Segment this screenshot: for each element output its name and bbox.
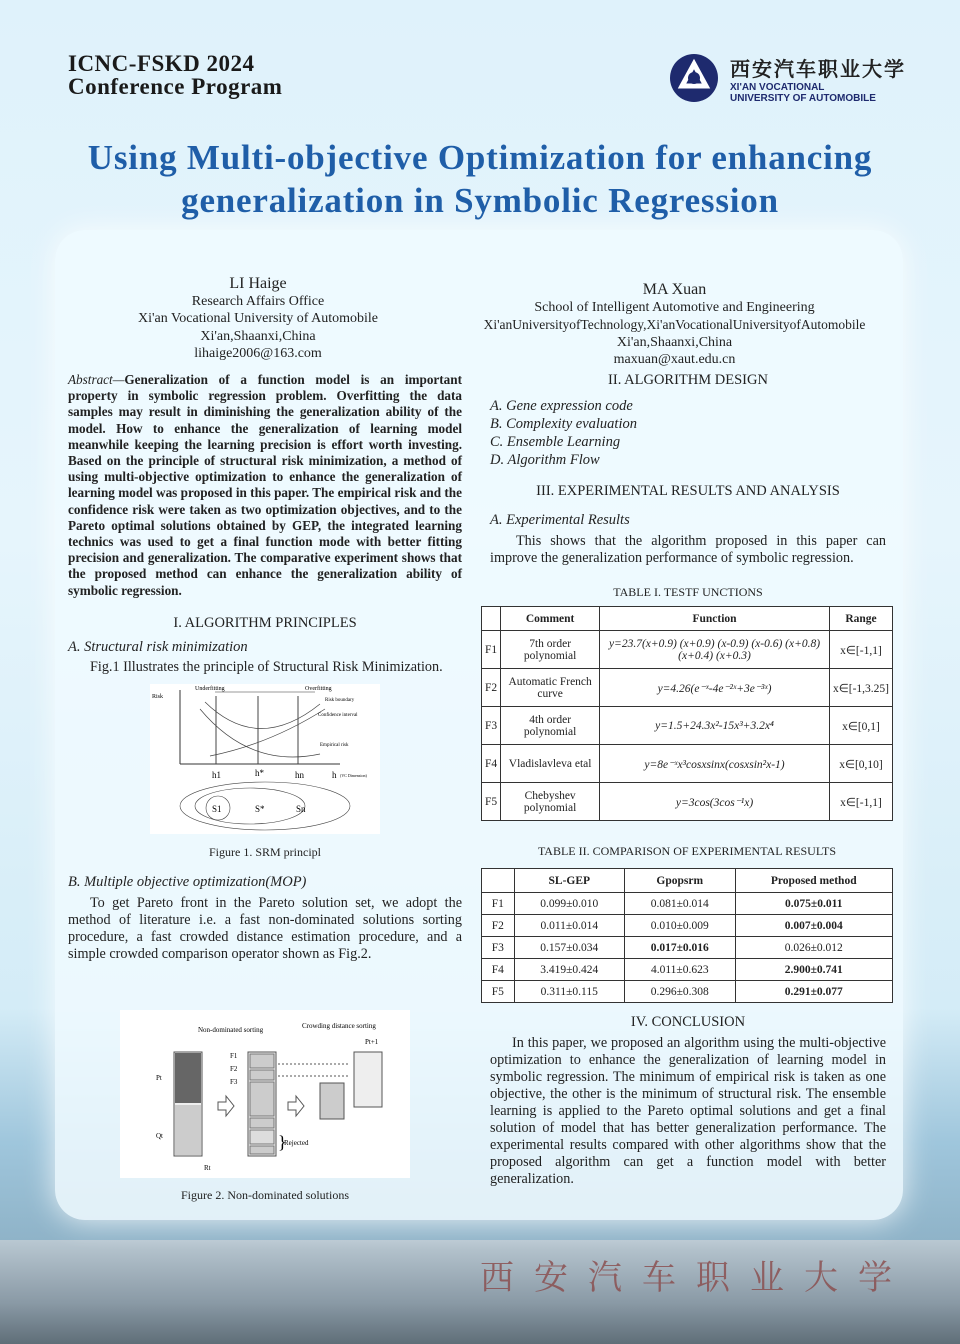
left-column xyxy=(68,372,462,963)
author-dept: Research Affairs Office xyxy=(191,293,325,309)
fig1-h1: h1 xyxy=(212,770,221,781)
author-org: Xi'anUniversityofTechnology,Xi'anVocationalUniversityofAutomobile xyxy=(483,317,866,332)
table-cell: 0.011±0.014 xyxy=(514,915,624,937)
author-city: Xi'an,Shaanxi,China xyxy=(200,328,316,344)
column-header: Proposed method xyxy=(735,869,893,893)
fig1-vc: (VC Dimension) xyxy=(340,773,367,779)
table-cell: F5 xyxy=(482,783,501,821)
results-table xyxy=(481,868,893,1003)
table-cell: F1 xyxy=(482,893,515,915)
author-name: LI Haige xyxy=(229,275,287,292)
nds-diagram xyxy=(120,1010,410,1178)
title-line-1: Using Multi-objective Optimization for enhancing xyxy=(87,138,873,177)
logo-english-1: XI'AN VOCATIONAL xyxy=(730,81,825,93)
table-row xyxy=(482,707,893,745)
table-row xyxy=(482,937,893,959)
fig2-pt: Pt xyxy=(156,1074,162,1082)
table-cell: 4th order polynomial xyxy=(501,707,600,745)
table-cell: 0.010±0.009 xyxy=(625,915,735,937)
university-logo xyxy=(668,52,906,104)
fig1-overfitting: Overfitting xyxy=(305,686,332,693)
author-name: MA Xuan xyxy=(642,281,707,298)
fig2-cds: Crowding distance sorting xyxy=(302,1022,376,1030)
right-column xyxy=(490,370,886,608)
abstract-text: Generalization of a function model is an important property in symbolic regression problem. Overfitting the data samples may result in diminishing the generalization ability of the model. How to enhance the generalization of learning model meanwhile keeping the learning precision is effort worth investing. Based on the principle of structural risk minimization, a method of using multi-objective optimization to enhance the generalization of learning model was proposed in this paper. The empirical risk and the confidence risk were taken as two optimization objectives, and to the Pareto optimal solutions obtained by GEP, the integrated learning technics was used to get a final function mode with better fitting precision and generalization. The comparative experiment shows that the proposed method can enhance the generalization ability of symbolic regression. xyxy=(68,372,462,598)
fig2-f2: F2 xyxy=(230,1065,238,1073)
table-cell: F4 xyxy=(482,959,515,981)
table-cell: y=4.26(e⁻ˣ-4e⁻²ˣ+3e⁻³ˣ) xyxy=(600,669,830,707)
fig1-hstar: h* xyxy=(255,768,264,779)
table-cell: F3 xyxy=(482,707,501,745)
logo-chinese: 西安汽车职业大学 xyxy=(730,56,906,81)
author-org: Xi'an Vocational University of Automobile xyxy=(138,311,378,326)
table-1-caption: TABLE I. TESTF UNCTIONS xyxy=(613,585,763,599)
author-dept: School of Intelligent Automotive and Engineering xyxy=(534,299,815,315)
paragraph: In this paper, we proposed an algorithm using the multi-objective optimization to enhance the generalization of learning model in symbolic regression. The minimum of empirical risk is taken as one objective, the other is the minimum of structural risk. The ensemble learning is applied to the Pareto optimal solutions and get a final solution of model that has better generalization performance. The experimental results compared with other algorithms show that the proposed algorithm can get a function model with better generalization. xyxy=(490,1035,886,1187)
fig1-h: h xyxy=(332,770,337,781)
fig1-s1: S1 xyxy=(212,804,222,815)
table-cell: x∈[-1,1] xyxy=(829,631,892,669)
university-emblem-icon xyxy=(668,52,720,104)
table-row xyxy=(482,783,893,821)
table-cell: 0.291±0.077 xyxy=(735,981,893,1003)
table-cell: 0.296±0.308 xyxy=(625,981,735,1003)
author-2 xyxy=(462,281,887,369)
title-line-2: generalization in Symbolic Regression xyxy=(181,181,779,220)
fig2-f1: F1 xyxy=(230,1052,238,1060)
list-item: B. Complexity evaluation xyxy=(490,416,637,432)
table-cell: y=1.5+24.3x²-15x³+3.2x⁴ xyxy=(600,707,830,745)
table-cell: 7th order polynomial xyxy=(501,631,600,669)
campus-sign: 西安汽车职业大学 xyxy=(480,1258,912,1298)
subsection-heading: A. Structural risk minimization xyxy=(68,639,248,656)
fig1-confidence: Confidence interval xyxy=(318,713,358,719)
paragraph: To get Pareto front in the Pareto solution set, we adopt the method of literature i.e. a fast non-dominated solutions sorting procedure, a fast crowded distance estimation procedure, and a simple crowded comparison operator shown as Fig.2. xyxy=(68,894,462,962)
list-item: A. Gene expression code xyxy=(490,398,633,414)
svg-text:}: } xyxy=(278,1132,287,1152)
table-cell: F4 xyxy=(482,745,501,783)
subsection-heading: A. Experimental Results xyxy=(490,512,630,528)
list-item: D. Algorithm Flow xyxy=(490,452,600,468)
table-cell: 0.311±0.115 xyxy=(514,981,624,1003)
fig1-sstar: S* xyxy=(255,804,265,815)
table-header-row xyxy=(482,869,893,893)
column-header: Function xyxy=(600,607,830,631)
table-row xyxy=(482,631,893,669)
table-cell: 0.026±0.012 xyxy=(735,937,893,959)
table-cell: F2 xyxy=(482,915,515,937)
conference-name: ICNC-FSKD 2024 xyxy=(68,51,255,76)
column-header xyxy=(482,869,515,893)
table-row xyxy=(482,669,893,707)
fig2-rejected: Rejected xyxy=(284,1139,309,1147)
abstract-label: Abstract— xyxy=(68,372,125,387)
fig1-risk: Risk xyxy=(152,694,164,701)
conference-header xyxy=(68,52,282,98)
column-header: Gpopsrm xyxy=(625,869,735,893)
fig2-qt: Qt xyxy=(156,1132,163,1140)
section-heading: III. EXPERIMENTAL RESULTS AND ANALYSIS xyxy=(536,483,840,499)
column-header xyxy=(482,607,501,631)
paragraph: Fig.1 Illustrates the principle of Structural Risk Minimization. xyxy=(90,659,443,676)
author-email: lihaige2006@163.com xyxy=(194,346,322,361)
table-cell: y=23.7(x+0.9) (x+0.9) (x-0.9) (x-0.6) (x+0.8) (x+0.4) (x+0.3) xyxy=(600,631,830,669)
abstract xyxy=(68,372,462,599)
table-cell: 0.081±0.014 xyxy=(625,893,735,915)
table-cell: F5 xyxy=(482,981,515,1003)
section-heading: IV. CONCLUSION xyxy=(630,1014,746,1030)
paragraph: This shows that the algorithm proposed in this paper can improve the generalization performance of symbolic regression. xyxy=(490,533,886,566)
table-row xyxy=(482,959,893,981)
column-header: Comment xyxy=(501,607,600,631)
table-row xyxy=(482,915,893,937)
table-cell: x∈[-1,3.25] xyxy=(829,669,892,707)
test-functions-table xyxy=(481,606,893,821)
fig2-f3: F3 xyxy=(230,1078,238,1086)
table-row xyxy=(482,893,893,915)
table-cell: 0.017±0.016 xyxy=(625,937,735,959)
author-city: Xi'an,Shaanxi,China xyxy=(616,334,733,350)
table-cell: Automatic French curve xyxy=(501,669,600,707)
column-header: SL-GEP xyxy=(514,869,624,893)
section-heading: II. ALGORITHM DESIGN xyxy=(608,372,768,388)
table-cell: 0.075±0.011 xyxy=(735,893,893,915)
table-row xyxy=(482,981,893,1003)
design-list xyxy=(490,397,886,469)
table-cell: 0.157±0.034 xyxy=(514,937,624,959)
conclusion xyxy=(490,1014,886,1188)
table-cell: x∈[0,1] xyxy=(829,707,892,745)
conference-program: Conference Program xyxy=(68,74,283,99)
fig2-pt1: Pt+1 xyxy=(365,1038,379,1046)
table-cell: 3.419±0.424 xyxy=(514,959,624,981)
logo-english-2: UNIVERSITY OF AUTOMOBILE xyxy=(730,92,876,104)
table-row xyxy=(482,745,893,783)
table-cell: F1 xyxy=(482,631,501,669)
figure-1-caption: Figure 1. SRM principl xyxy=(208,845,321,860)
table-cell: 0.007±0.004 xyxy=(735,915,893,937)
table-cell: 4.011±0.623 xyxy=(625,959,735,981)
table-cell: 2.900±0.741 xyxy=(735,959,893,981)
fig2-rt: Rt xyxy=(204,1164,211,1172)
section-heading: I. ALGORITHM PRINCIPLES xyxy=(173,614,357,631)
fig2-nds: Non-dominated sorting xyxy=(198,1026,264,1034)
fig1-sn: Sn xyxy=(296,804,306,815)
table-header-row xyxy=(482,607,893,631)
figure-2 xyxy=(120,1010,410,1178)
table-cell: 0.099±0.010 xyxy=(514,893,624,915)
fig1-empirical: Empirical risk xyxy=(320,743,349,749)
srm-diagram xyxy=(150,684,380,834)
table-cell: y=8e⁻ˣx³cosxsinx(cosxsin²x-1) xyxy=(600,745,830,783)
fig1-underfitting: Underfitting xyxy=(195,686,225,693)
author-1 xyxy=(68,275,448,363)
column-header: Range xyxy=(829,607,892,631)
figure-1 xyxy=(150,684,380,834)
table-cell: x∈[-1,1] xyxy=(829,783,892,821)
table-cell: F3 xyxy=(482,937,515,959)
table-cell: y=3cos(3cos⁻¹x) xyxy=(600,783,830,821)
list-item: C. Ensemble Learning xyxy=(490,434,621,450)
figure-2-caption: Figure 2. Non-dominated solutions xyxy=(181,1188,349,1202)
table-cell: x∈[0,10] xyxy=(829,745,892,783)
fig1-risk-boundary: Risk boundary xyxy=(325,698,355,704)
table-2-caption: TABLE II. COMPARISON OF EXPERIMENTAL RESULTS xyxy=(537,844,837,858)
subsection-heading: B. Multiple objective optimization(MOP) xyxy=(68,874,307,891)
poster-title xyxy=(0,136,960,222)
table-cell: Vladislavleva etal xyxy=(501,745,600,783)
fig1-hn: hn xyxy=(295,770,304,781)
table-cell: Chebyshev polynomial xyxy=(501,783,600,821)
table-cell: F2 xyxy=(482,669,501,707)
author-email: maxuan@xaut.edu.cn xyxy=(613,352,736,367)
